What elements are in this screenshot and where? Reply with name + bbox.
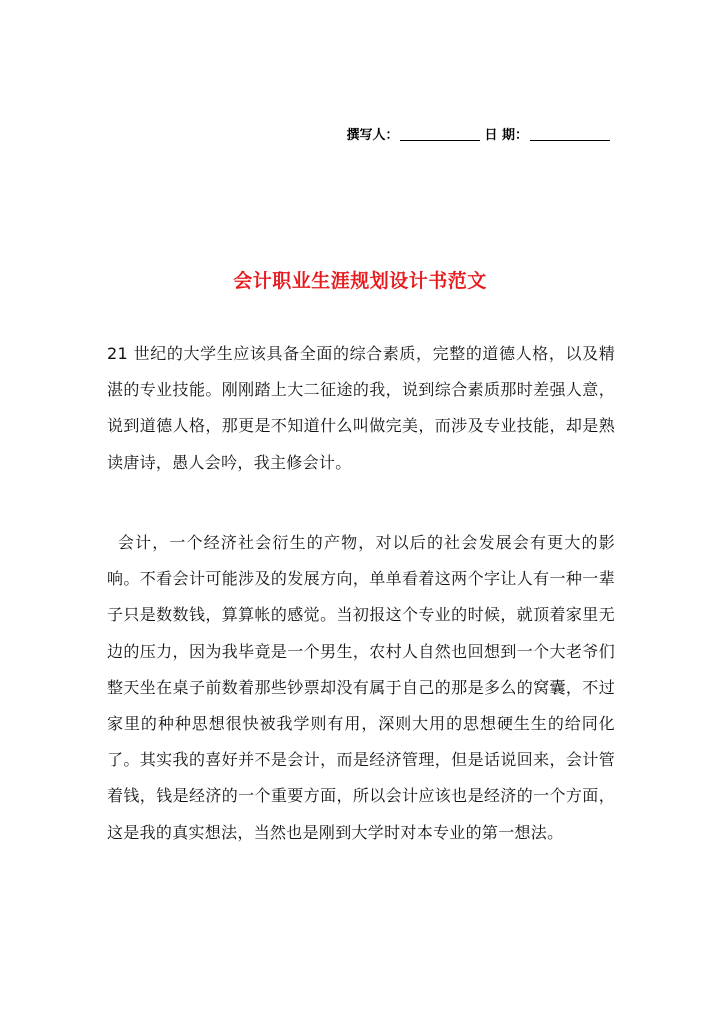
paragraph-1: 21 世纪的大学生应该具备全面的综合素质，完整的道德人格，以及精湛的专业技能。刚刚踏上大二征途的我，说到综合素质那时差强人意，说到道德人格，那更是不知道什么叫做完美，而涉及专业技能，却是熟读唐诗，愚人会吟，我主修会计。 xyxy=(107,344,615,472)
document-title: 会计职业生涯规划设计书范文 xyxy=(233,270,487,292)
author-label: 撰写人： xyxy=(346,128,399,143)
paragraph-2 xyxy=(107,525,615,851)
author-blank-field xyxy=(400,126,480,141)
paragraph-2-text: 会计，一个经济社会衍生的产物，对以后的社会发展会有更大的影响。不看会计可能涉及的发展方向，单单看着这两个字让人有一种一辈子只是数数钱，算算帐的感觉。当初报这个专业的时候，就顶着家里无边的压力，因为我毕竟是一个男生，农村人自然也回想到一个大老爷们整天坐在桌子前数着那些钞票却没有属于自己的那是多么的窝囊，不过家里的种种思想很快被我学则有用，深则大用的思想硬生生的给同化了。其实我的喜好并不是会计，而是经济管理，但是话说回来，会计管着钱，钱是经济的一个重要方面，所以会计应该也是经济的一个方面，这是我的真实想法，当然也是刚到大学时对本专业的第一想法。 xyxy=(107,533,615,842)
date-label: 日 期： xyxy=(484,128,528,143)
date-blank-field xyxy=(530,126,610,141)
header-signature-line xyxy=(346,124,612,143)
